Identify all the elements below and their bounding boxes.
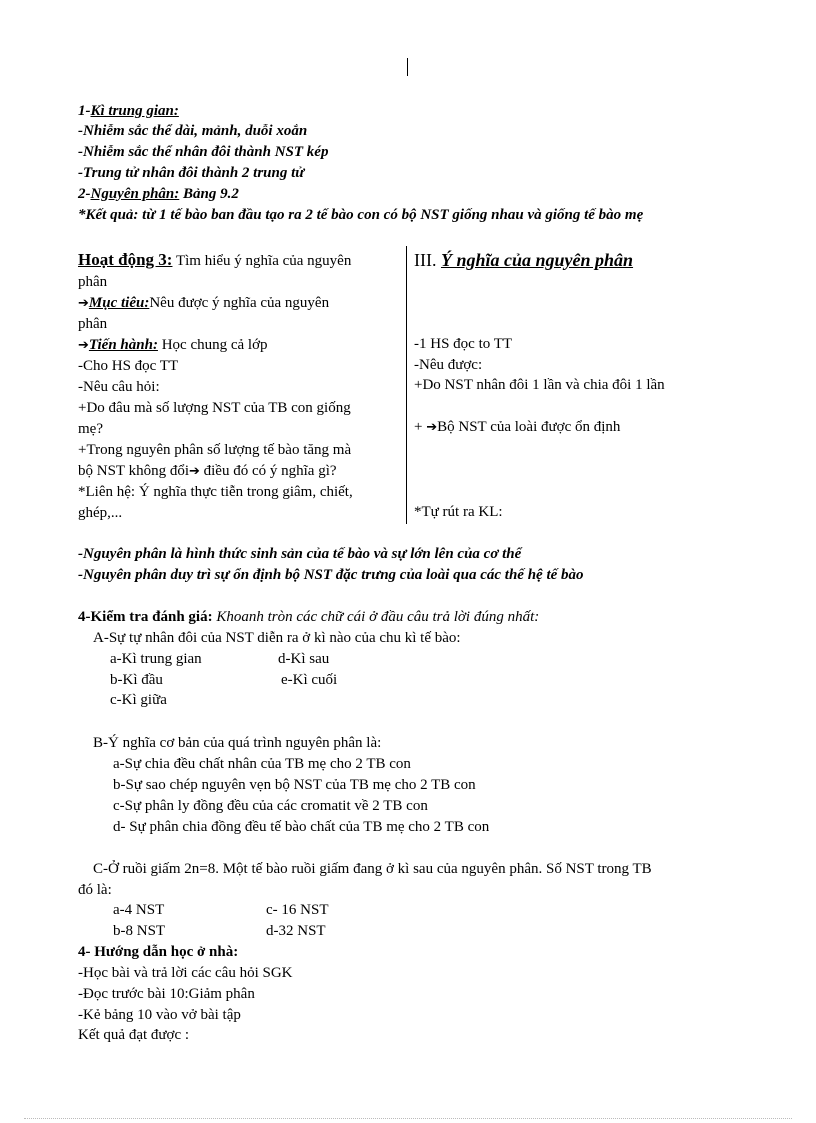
option: c-Kì giữa: [110, 692, 167, 708]
left-line: +Do đâu mà số lượng NST của TB con giống: [78, 400, 351, 416]
question-a: A-Sự tự nhân đôi của NST diễn ra ở kì nào của chu kì tế bào:: [93, 630, 461, 646]
page-bottom-border: [24, 1118, 792, 1119]
activity-left-column: [78, 249, 398, 524]
homework-line: -Kẻ bảng 10 vào vở bài tập: [78, 1007, 241, 1023]
activity-goal: ➔Mục tiêu:Nêu được ý nghĩa của nguyên: [78, 295, 330, 311]
option: b-Kì đầu: [110, 672, 163, 688]
activity-right-column: [414, 249, 754, 271]
column-divider: [406, 246, 407, 524]
right-line: -1 HS đọc to TT: [414, 336, 513, 352]
left-line: ghép,...: [78, 505, 123, 521]
option: c- 16 NST: [266, 902, 329, 918]
activity-goal-cont: phân: [78, 316, 108, 332]
option: e-Kì cuối: [281, 672, 338, 688]
question-c-cont: đó là:: [78, 882, 112, 898]
intro-line-1: 1-Kì trung gian:: [78, 103, 179, 119]
left-line: mẹ?: [78, 421, 103, 437]
left-line: bộ NST không đổi➔ điều đó có ý nghĩa gì?: [78, 463, 337, 479]
activity-title-cont: phân: [78, 274, 108, 290]
right-line: +Do NST nhân đôi 1 lần và chia đôi 1 lần: [414, 377, 665, 393]
question-b: B-Ý nghĩa cơ bản của quá trình nguyên phân là:: [93, 735, 382, 751]
homework-heading: 4- Hướng dẫn học ở nhà:: [78, 944, 239, 960]
question-c: C-Ở ruồi giấm 2n=8. Một tế bào ruồi giấm đang ở kì sau của nguyên phân. Số NST trong TB: [93, 861, 652, 877]
homework-line: -Đọc trước bài 10:Giảm phân: [78, 986, 255, 1002]
homework-line: -Học bài và trả lời các câu hỏi SGK: [78, 965, 293, 981]
text-cursor-mark: [407, 58, 408, 76]
activity-title: Hoạt động 3: Tìm hiểu ý nghĩa của nguyên: [78, 250, 352, 269]
intro-line-2: -Nhiễm sắc thể dài, mảnh, duỗi xoắn: [78, 123, 308, 139]
left-line: +Trong nguyên phân số lượng tế bào tăng mà: [78, 442, 352, 458]
option: d- Sự phân chia đồng đều tế bào chất của TB mẹ cho 2 TB con: [113, 819, 490, 835]
intro-line-4: -Trung tử nhân đôi thành 2 trung tử: [78, 165, 305, 181]
homework-line: Kết quả đạt được :: [78, 1027, 190, 1043]
intro-result: *Kết quả: từ 1 tế bào ban đầu tạo ra 2 tế bào con có bộ NST giống nhau và giống tế bào mẹ: [78, 207, 644, 223]
intro-line-5: 2-Nguyên phân: Bảng 9.2: [78, 186, 239, 202]
option: d-32 NST: [266, 923, 326, 939]
arrow-right-icon: ➔: [78, 338, 89, 353]
assessment-heading: 4-Kiểm tra đánh giá: Khoanh tròn các chữ cái ở đầu câu trả lời đúng nhất:: [78, 609, 540, 625]
right-line: -Nêu được:: [414, 357, 483, 373]
left-line: -Cho HS đọc TT: [78, 358, 179, 374]
left-line: -Nêu câu hỏi:: [78, 379, 160, 395]
conclusion-line: -Nguyên phân là hình thức sinh sản của tế bào và sự lớn lên của cơ thể: [78, 546, 522, 562]
right-line: *Tự rút ra KL:: [414, 504, 503, 520]
arrow-right-icon: ➔: [426, 420, 438, 435]
option: a-Sự chia đều chất nhân của TB mẹ cho 2 TB con: [113, 756, 411, 772]
option: b-8 NST: [113, 923, 166, 939]
right-line: + ➔Bộ NST của loài được ổn định: [414, 419, 621, 435]
option: a-4 NST: [113, 902, 165, 918]
option: a-Kì trung gian: [110, 651, 202, 667]
intro-line-3: -Nhiễm sắc thể nhân đôi thành NST kép: [78, 144, 329, 160]
option: c-Sự phân ly đồng đều của các cromatit về 2 TB con: [113, 798, 428, 814]
arrow-right-icon: ➔: [188, 464, 200, 479]
left-line: *Liên hệ: Ý nghĩa thực tiễn trong giâm, chiết,: [78, 484, 353, 500]
arrow-right-icon: ➔: [78, 296, 89, 311]
activity-procedure: ➔Tiến hành: Học chung cả lớp: [78, 337, 268, 353]
section-title: III. Ý nghĩa của nguyên phân: [414, 250, 634, 270]
option: d-Kì sau: [278, 651, 330, 667]
option: b-Sự sao chép nguyên vẹn bộ NST của TB mẹ cho 2 TB con: [113, 777, 476, 793]
conclusion-line: -Nguyên phân duy trì sự ổn định bộ NST đặc trưng của loài qua các thế hệ tế bào: [78, 567, 584, 583]
